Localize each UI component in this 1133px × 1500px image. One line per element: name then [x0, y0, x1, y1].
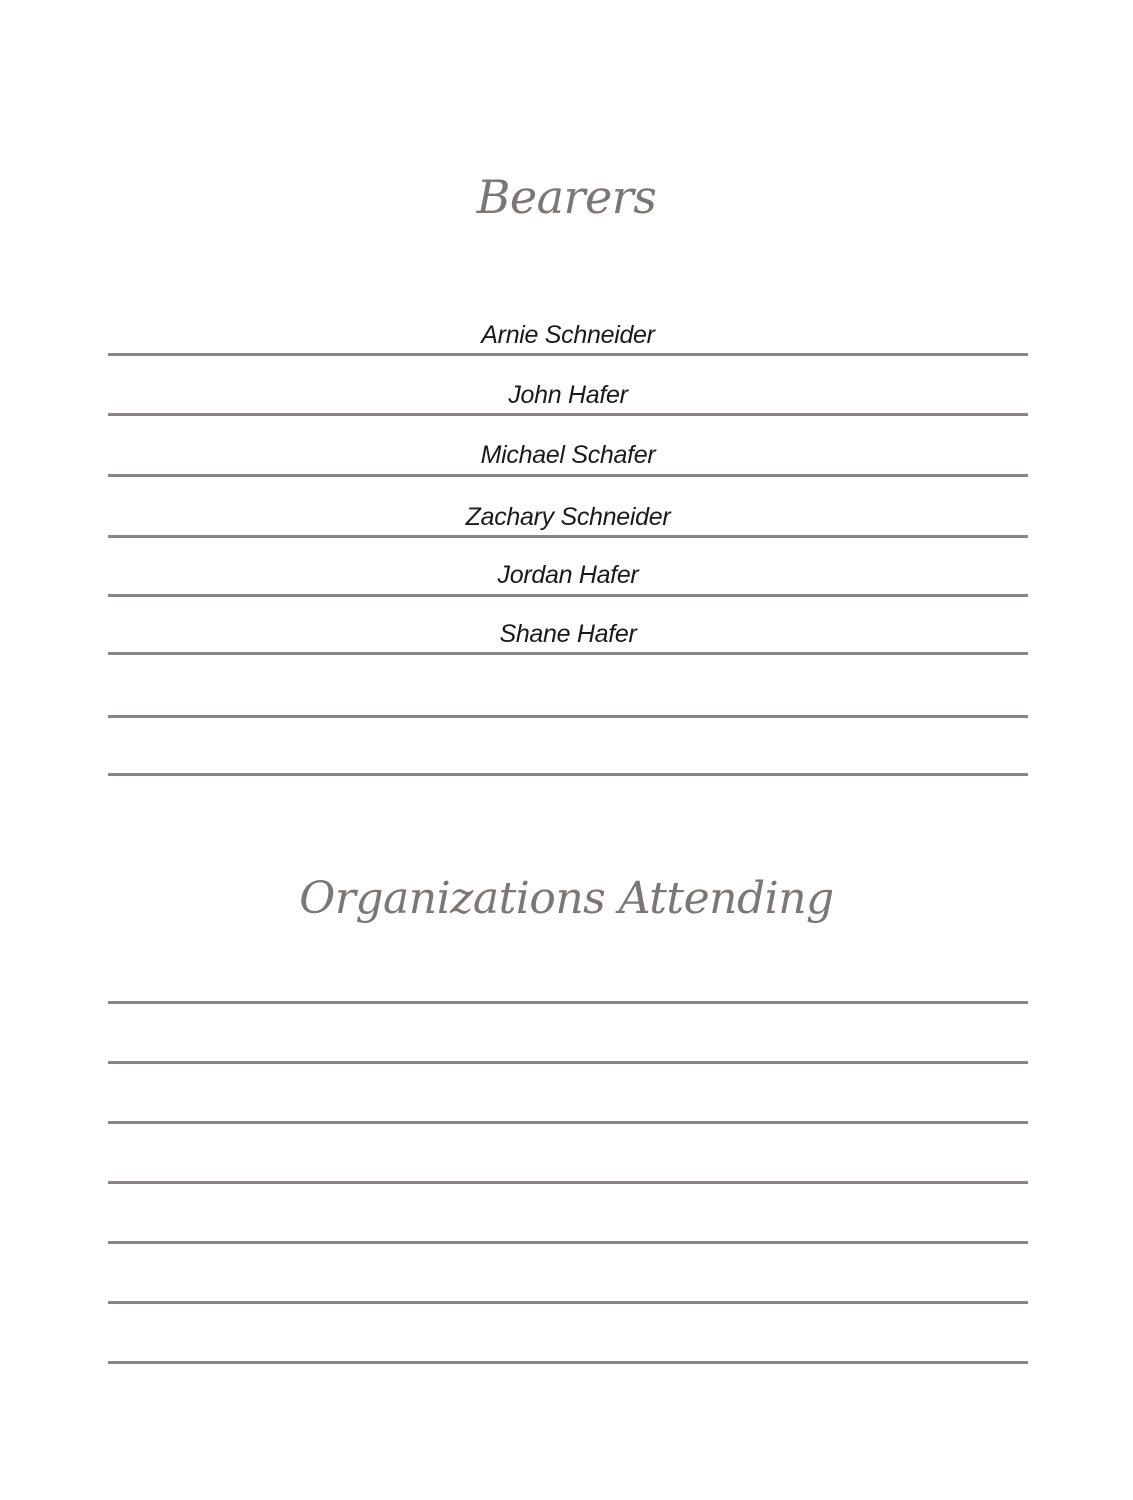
bearer-name: Arnie Schneider — [481, 321, 655, 349]
bearer-name: Zachary Schneider — [465, 503, 671, 531]
bearers-heading: Bearers — [476, 170, 657, 224]
organizations-heading: Organizations Attending — [299, 873, 834, 924]
bearer-rule — [108, 594, 1028, 597]
bearer-rule — [108, 413, 1028, 416]
bearer-rule — [108, 535, 1028, 538]
bearer-name: John Hafer — [508, 381, 628, 409]
bearer-name: Jordan Hafer — [497, 561, 639, 589]
organization-rule — [108, 1301, 1028, 1304]
organization-rule — [108, 1181, 1028, 1184]
bearer-name: Shane Hafer — [499, 620, 637, 648]
bearer-name: Michael Schafer — [480, 441, 656, 469]
organization-rule — [108, 1061, 1028, 1064]
bearer-rule — [108, 474, 1028, 477]
organization-rule — [108, 1361, 1028, 1364]
bearer-rule — [108, 652, 1028, 655]
bearer-rule — [108, 353, 1028, 356]
bearer-rule-blank — [108, 715, 1028, 718]
organization-rule — [108, 1241, 1028, 1244]
organization-rule — [108, 1121, 1028, 1124]
bearer-rule-blank — [108, 773, 1028, 776]
organization-rule — [108, 1001, 1028, 1004]
